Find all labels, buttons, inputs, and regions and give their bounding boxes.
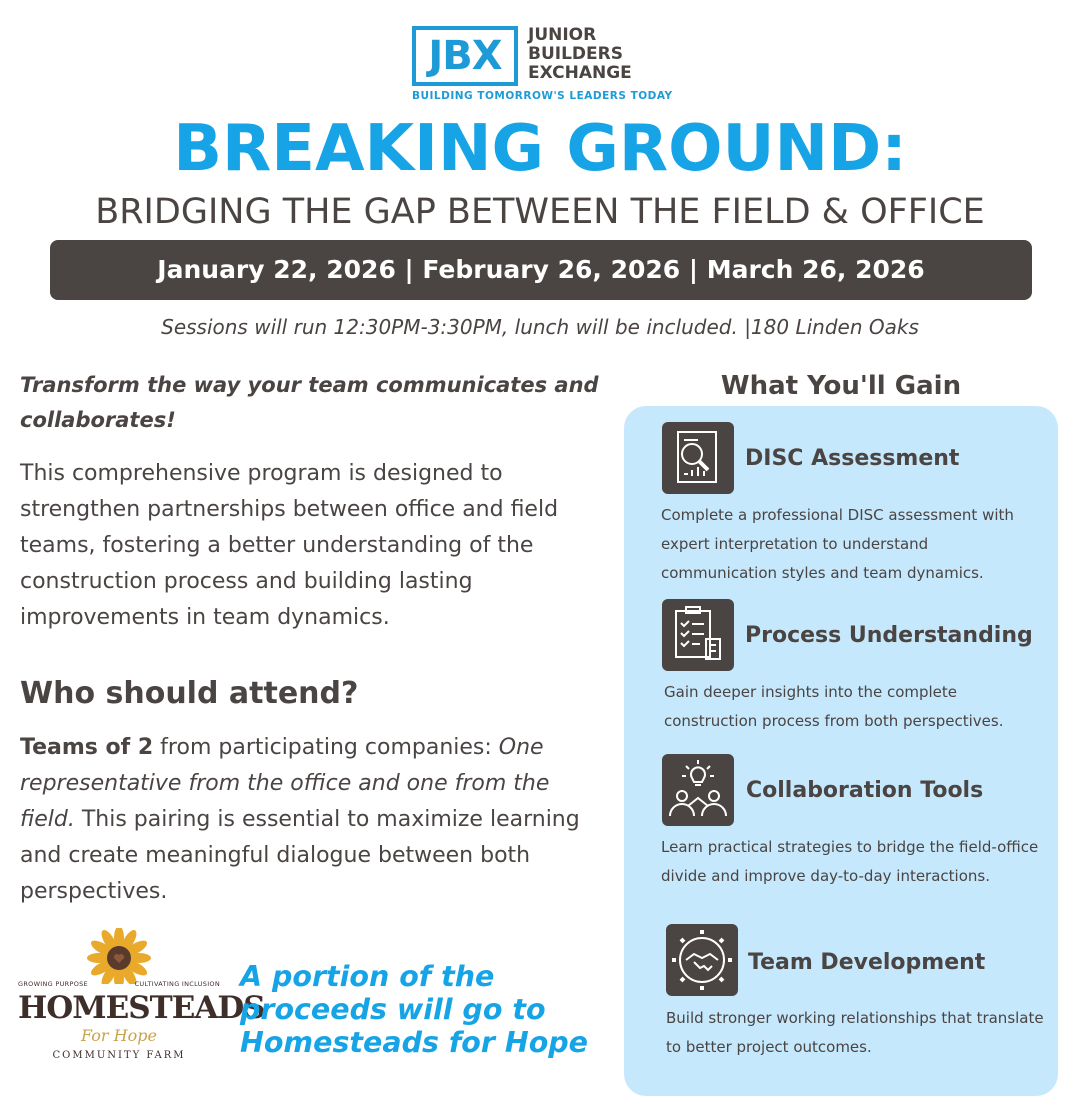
jbx-logo-line2: BUILDERS [528,44,623,64]
clipboard-building-icon [662,599,734,671]
gain-desc-3: Learn practical strategies to bridge the field-office divide and improve day-to-day interactions. [661,838,1039,885]
lightbulb-team-icon [662,754,734,826]
gain-desc-1: Complete a professional DISC assessment with expert interpretation to understand communication styles and team dynamics. [661,506,1014,582]
jbx-logo-line1: JUNIOR [528,25,597,45]
gain-title-2: Process Understanding [745,623,1033,648]
jbx-logo-words [528,26,632,83]
gain-desc-4: Build stronger working relationships that translate to better project outcomes. [666,1009,1044,1056]
gain-title-3: Collaboration Tools [746,778,984,803]
intro-text: Transform the way your team communicates and collaborates! [20,373,599,432]
jbx-logo-line3: EXCHANGE [528,63,632,83]
report-magnifier-icon [662,422,734,494]
who-text1: from participating companies: [153,735,499,760]
page-title: BREAKING GROUND: [173,112,907,186]
who-should-attend-text [20,730,595,910]
proceeds-note: A portion of the proceeds will go to Homesteads for Hope [240,960,589,1059]
homesteads-tag-left: GROWING PURPOSE [18,980,88,988]
gain-desc-2: Gain deeper insights into the complete construction process from both perspectives. [664,683,1004,730]
homesteads-tag-right: CULTIVATING INCLUSION [134,980,220,988]
who-text2: This pairing is essential to maximize learning and create meaningful dialogue between both perspectives. [20,807,580,904]
homesteads-for-hope: For Hope [81,1026,157,1045]
dates-banner: January 22, 2026 | February 26, 2026 | March 26, 2026 [50,240,1032,300]
gain-panel [624,406,1058,1096]
sessions-info: Sessions will run 12:30PM-3:30PM, lunch will be included. |180 Linden Oaks [161,315,919,339]
handshake-gear-icon [666,924,738,996]
homesteads-logo [18,932,265,1072]
who-italic: One representative from the office and one from the field. [20,735,550,832]
who-bold: Teams of 2 [20,735,154,760]
homesteads-taglines [18,980,220,988]
program-description: This comprehensive program is designed to strengthen partnerships between office and field teams, fostering a better understanding of the construction process and building lasting improvements in team dynamics. [20,461,559,630]
who-should-attend-heading: Who should attend? [20,676,359,711]
sunflower-icon [18,928,220,984]
gain-title-4: Team Development [748,950,986,975]
homesteads-community-farm: COMMUNITY FARM [52,1050,186,1061]
gain-heading: What You'll Gain [720,371,962,401]
jbx-logo-tagline: BUILDING TOMORROW'S LEADERS TODAY [412,90,673,102]
page-subtitle: BRIDGING THE GAP BETWEEN THE FIELD & OFFICE [95,192,985,232]
homesteads-name: HOMESTEADS [18,990,265,1026]
jbx-logo [412,26,672,102]
gain-title-1: DISC Assessment [745,446,960,471]
jbx-logo-mark: JBX [412,26,518,86]
